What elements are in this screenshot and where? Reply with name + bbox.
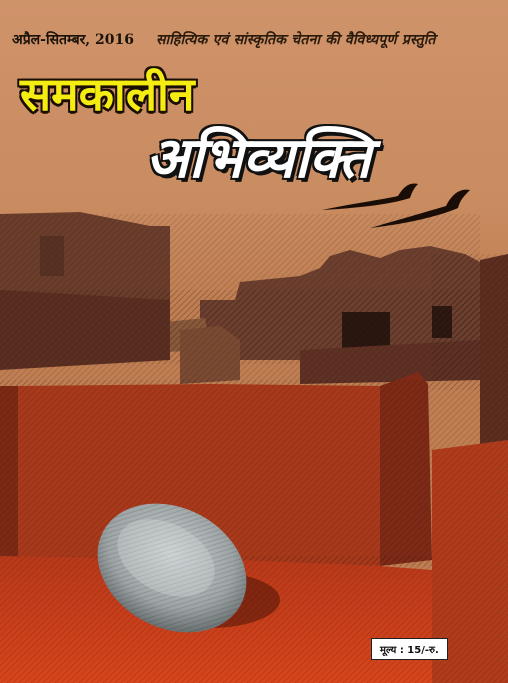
tagline: साहित्यिक एवं सांस्कृतिक चेतना की वैविध्यपूर्ण प्रस्तुति [156,32,436,48]
right-walls [432,254,508,683]
magazine-title-sub: अभिव्यक्ति [146,126,371,191]
issue-date: अप्रैल-सितम्बर, 2016 [12,32,135,48]
magazine-title-main: समकालीन [20,67,195,121]
middle-walls [0,290,480,390]
price-label: मूल्य : 15/-रु. [371,638,448,660]
